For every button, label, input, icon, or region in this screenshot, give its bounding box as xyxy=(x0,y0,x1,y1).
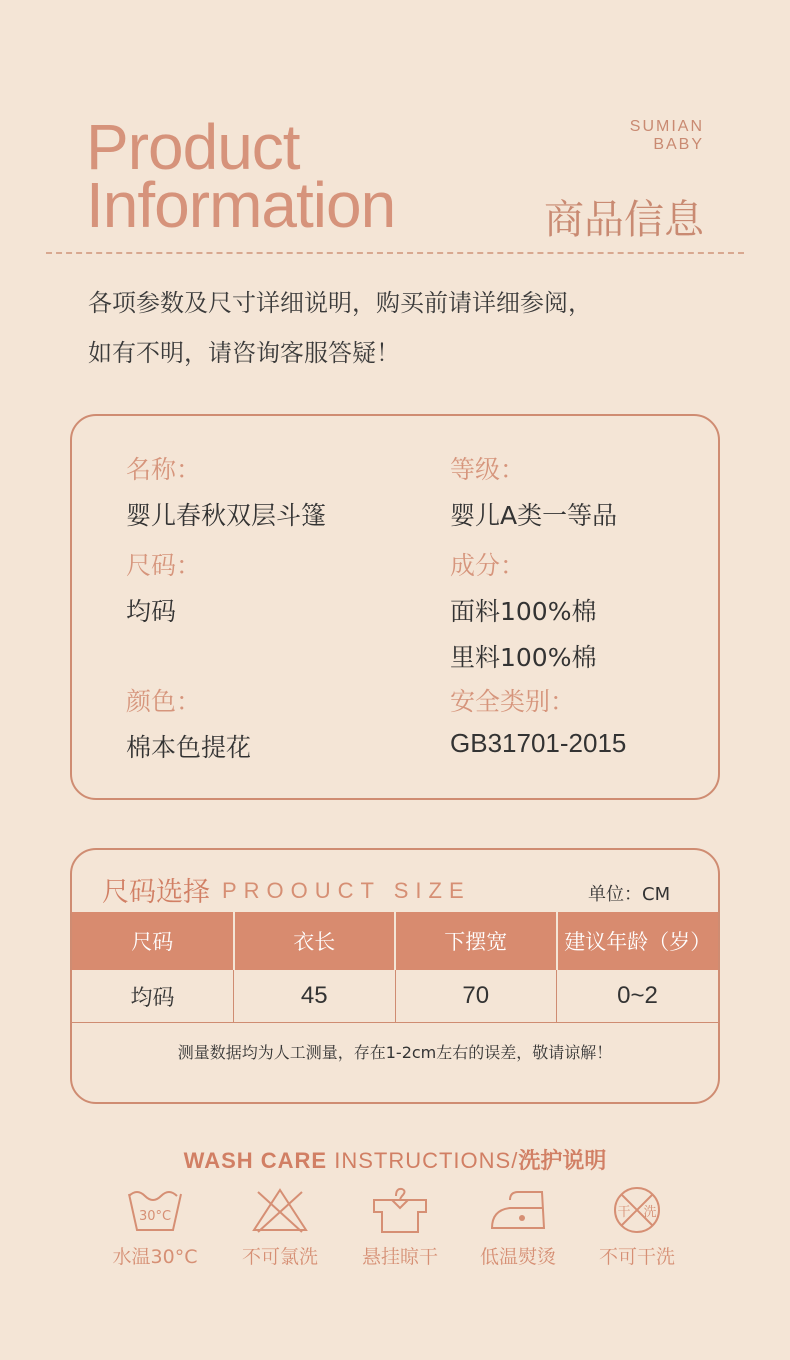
wash-item-hang-dry xyxy=(340,1186,460,1269)
size-value: 均码 xyxy=(126,597,177,626)
no-dry-clean-icon xyxy=(607,1186,667,1234)
header-age: 建议年龄（岁） xyxy=(557,912,719,970)
product-info-card xyxy=(70,414,720,800)
no-bleach-icon xyxy=(250,1186,310,1234)
wash-label-low-iron: 低温熨烫 xyxy=(479,1246,556,1268)
wash-item-30 xyxy=(95,1186,215,1269)
name-value: 婴儿春秋双层斗篷 xyxy=(126,501,327,530)
header-length: 衣长 xyxy=(234,912,396,970)
cell-size: 均码 xyxy=(72,970,234,1023)
intro-text xyxy=(88,278,592,378)
cell-age: 0~2 xyxy=(557,970,719,1023)
size-label: 尺码： xyxy=(126,551,202,580)
unit-label: 单位：CM xyxy=(588,884,671,905)
wash-label-hang-dry: 悬挂晾干 xyxy=(361,1246,438,1268)
wash-item-low-iron xyxy=(458,1186,578,1269)
brand-logo xyxy=(630,118,704,154)
low-iron-icon xyxy=(488,1186,548,1234)
size-chart-card xyxy=(70,848,720,1104)
table-row xyxy=(72,970,718,1023)
color-label: 颜色： xyxy=(126,687,202,716)
name-label: 名称： xyxy=(126,455,202,484)
wash-title-rest: INSTRUCTIONS/ xyxy=(327,1148,519,1173)
divider xyxy=(46,252,744,254)
cell-length: 45 xyxy=(234,970,396,1023)
size-table-header xyxy=(72,912,718,970)
title-line-information: Information xyxy=(86,169,396,241)
header-hem-width: 下摆宽 xyxy=(395,912,557,970)
wash-item-no-dry-clean xyxy=(577,1186,697,1269)
header-size: 尺码 xyxy=(72,912,234,970)
wash-title-cn: 洗护说明 xyxy=(518,1149,607,1174)
intro-line2: 如有不明，请咨询客服答疑！ xyxy=(88,339,400,367)
hang-dry-icon xyxy=(370,1186,430,1234)
cell-hem-width: 70 xyxy=(395,970,557,1023)
size-title-cn: 尺码选择 xyxy=(102,877,210,908)
dry-badge: 干 xyxy=(617,1205,631,1220)
wash-label-no-bleach: 不可氯洗 xyxy=(241,1246,318,1268)
composition-value-outer: 面料100%棉 xyxy=(450,597,597,626)
measurement-note: 测量数据均为人工测量，存在1-2cm左右的误差，敬请谅解！ xyxy=(177,1043,613,1062)
wash-30-icon xyxy=(125,1186,185,1234)
wash-title-bold: WASH CARE xyxy=(183,1148,328,1173)
color-value: 棉本色提花 xyxy=(126,733,252,762)
page-title-en xyxy=(86,111,396,241)
size-table xyxy=(72,912,718,1023)
page-title-cn: 商品信息 xyxy=(544,197,704,243)
intro-line1: 各项参数及尺寸详细说明，购买前请详细参阅， xyxy=(88,289,592,317)
wash-temp-badge: 30°C xyxy=(138,1209,172,1224)
grade-label: 等级： xyxy=(450,455,526,484)
grade-value: 婴儿A类一等品 xyxy=(450,501,618,530)
wash-item-no-bleach xyxy=(220,1186,340,1269)
title-line-product: Product xyxy=(86,111,300,183)
composition-value-lining: 里料100%棉 xyxy=(450,643,597,672)
safety-value: GB31701-2015 xyxy=(450,728,627,758)
wash-care-title xyxy=(0,1144,790,1175)
brand-line2: BABY xyxy=(653,136,704,153)
safety-label: 安全类别： xyxy=(450,687,576,716)
wash-label-no-dry-clean: 不可干洗 xyxy=(598,1246,675,1268)
brand-line1: SUMIAN xyxy=(629,118,704,135)
size-title-en: PROOUCT SIZE xyxy=(222,878,471,903)
wash-label-30: 水温30°C xyxy=(112,1246,198,1268)
clean-badge: 洗 xyxy=(643,1205,657,1220)
composition-label: 成分： xyxy=(450,551,526,580)
